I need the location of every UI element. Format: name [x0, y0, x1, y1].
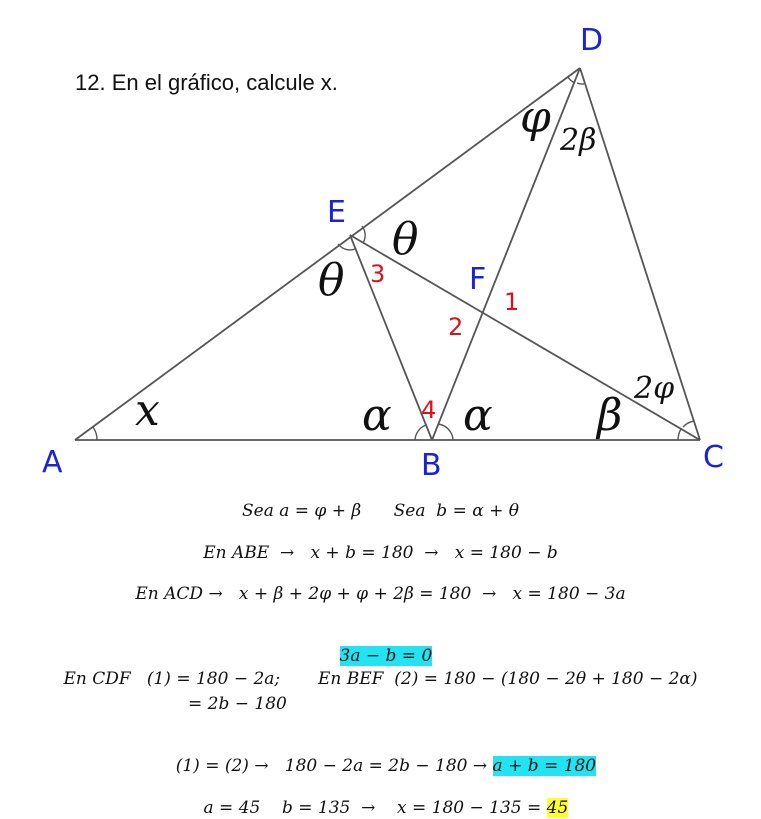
angle-arc-A: [93, 427, 97, 440]
angle-label-alpha-left: α: [362, 390, 392, 441]
equation-line-4: [0, 626, 761, 666]
point-label-E: E: [327, 195, 346, 230]
equation-line-7-prefix: a = 45 b = 135 → x = 180 − 135 =: [203, 798, 547, 818]
angle-arc-C-left: [678, 429, 681, 440]
point-label-C: C: [703, 440, 724, 475]
angle-arc-D-left: [568, 77, 575, 83]
angle-label-phi: φ: [520, 92, 551, 143]
equation-line-2: En ABE → x + b = 180 → x = 180 − b: [203, 543, 558, 563]
highlight-a-plus-b: a + b = 180: [492, 756, 597, 776]
equation-line-7: [0, 778, 761, 818]
angle-label-two-beta: 2β: [560, 123, 597, 158]
point-label-D: D: [580, 23, 604, 58]
point-label-B: B: [421, 448, 442, 480]
angle-label-theta-outer: θ: [392, 214, 419, 265]
angle-label-beta: β: [597, 390, 623, 441]
segment-EC: [350, 235, 700, 440]
angle-label-x: x: [135, 385, 160, 436]
point-label-A: A: [42, 445, 63, 480]
equation-line-5b: = 2b − 180: [188, 694, 287, 714]
problem-title: 12. En el gráfico, calcule x.: [75, 70, 338, 95]
highlight-3a-minus-b: 3a − b = 0: [339, 646, 433, 666]
equation-line-3: En ACD → x + β + 2φ + φ + 2β = 180 → x = 180 − 3a: [135, 584, 626, 604]
segment-DB: [432, 68, 580, 440]
red-label-1: 1: [504, 288, 520, 316]
angle-arc-C-right: [683, 421, 694, 427]
angle-label-two-phi: 2φ: [634, 371, 675, 406]
angle-arc-D-right: [577, 83, 584, 84]
equation-line-1: Sea a = φ + β Sea b = α + θ: [242, 501, 519, 521]
angle-label-theta-inner: θ: [318, 255, 345, 306]
angle-arc-B-right: [438, 424, 453, 440]
equation-line-6: [0, 736, 761, 776]
highlight-answer: 45: [546, 798, 569, 818]
red-label-2: 2: [448, 313, 464, 341]
red-label-4: 4: [421, 396, 437, 424]
point-label-F: F: [469, 262, 487, 297]
equation-line-6-prefix: (1) = (2) → 180 − 2a = 2b − 180 →: [175, 756, 493, 776]
angle-label-alpha-right: α: [463, 390, 493, 441]
equation-line-5: En CDF (1) = 180 − 2a; En BEF (2) = 180 − (180 − 2θ + 180 − 2α): [63, 669, 698, 689]
angle-arc-B-left: [415, 425, 426, 440]
red-label-3: 3: [370, 260, 386, 288]
